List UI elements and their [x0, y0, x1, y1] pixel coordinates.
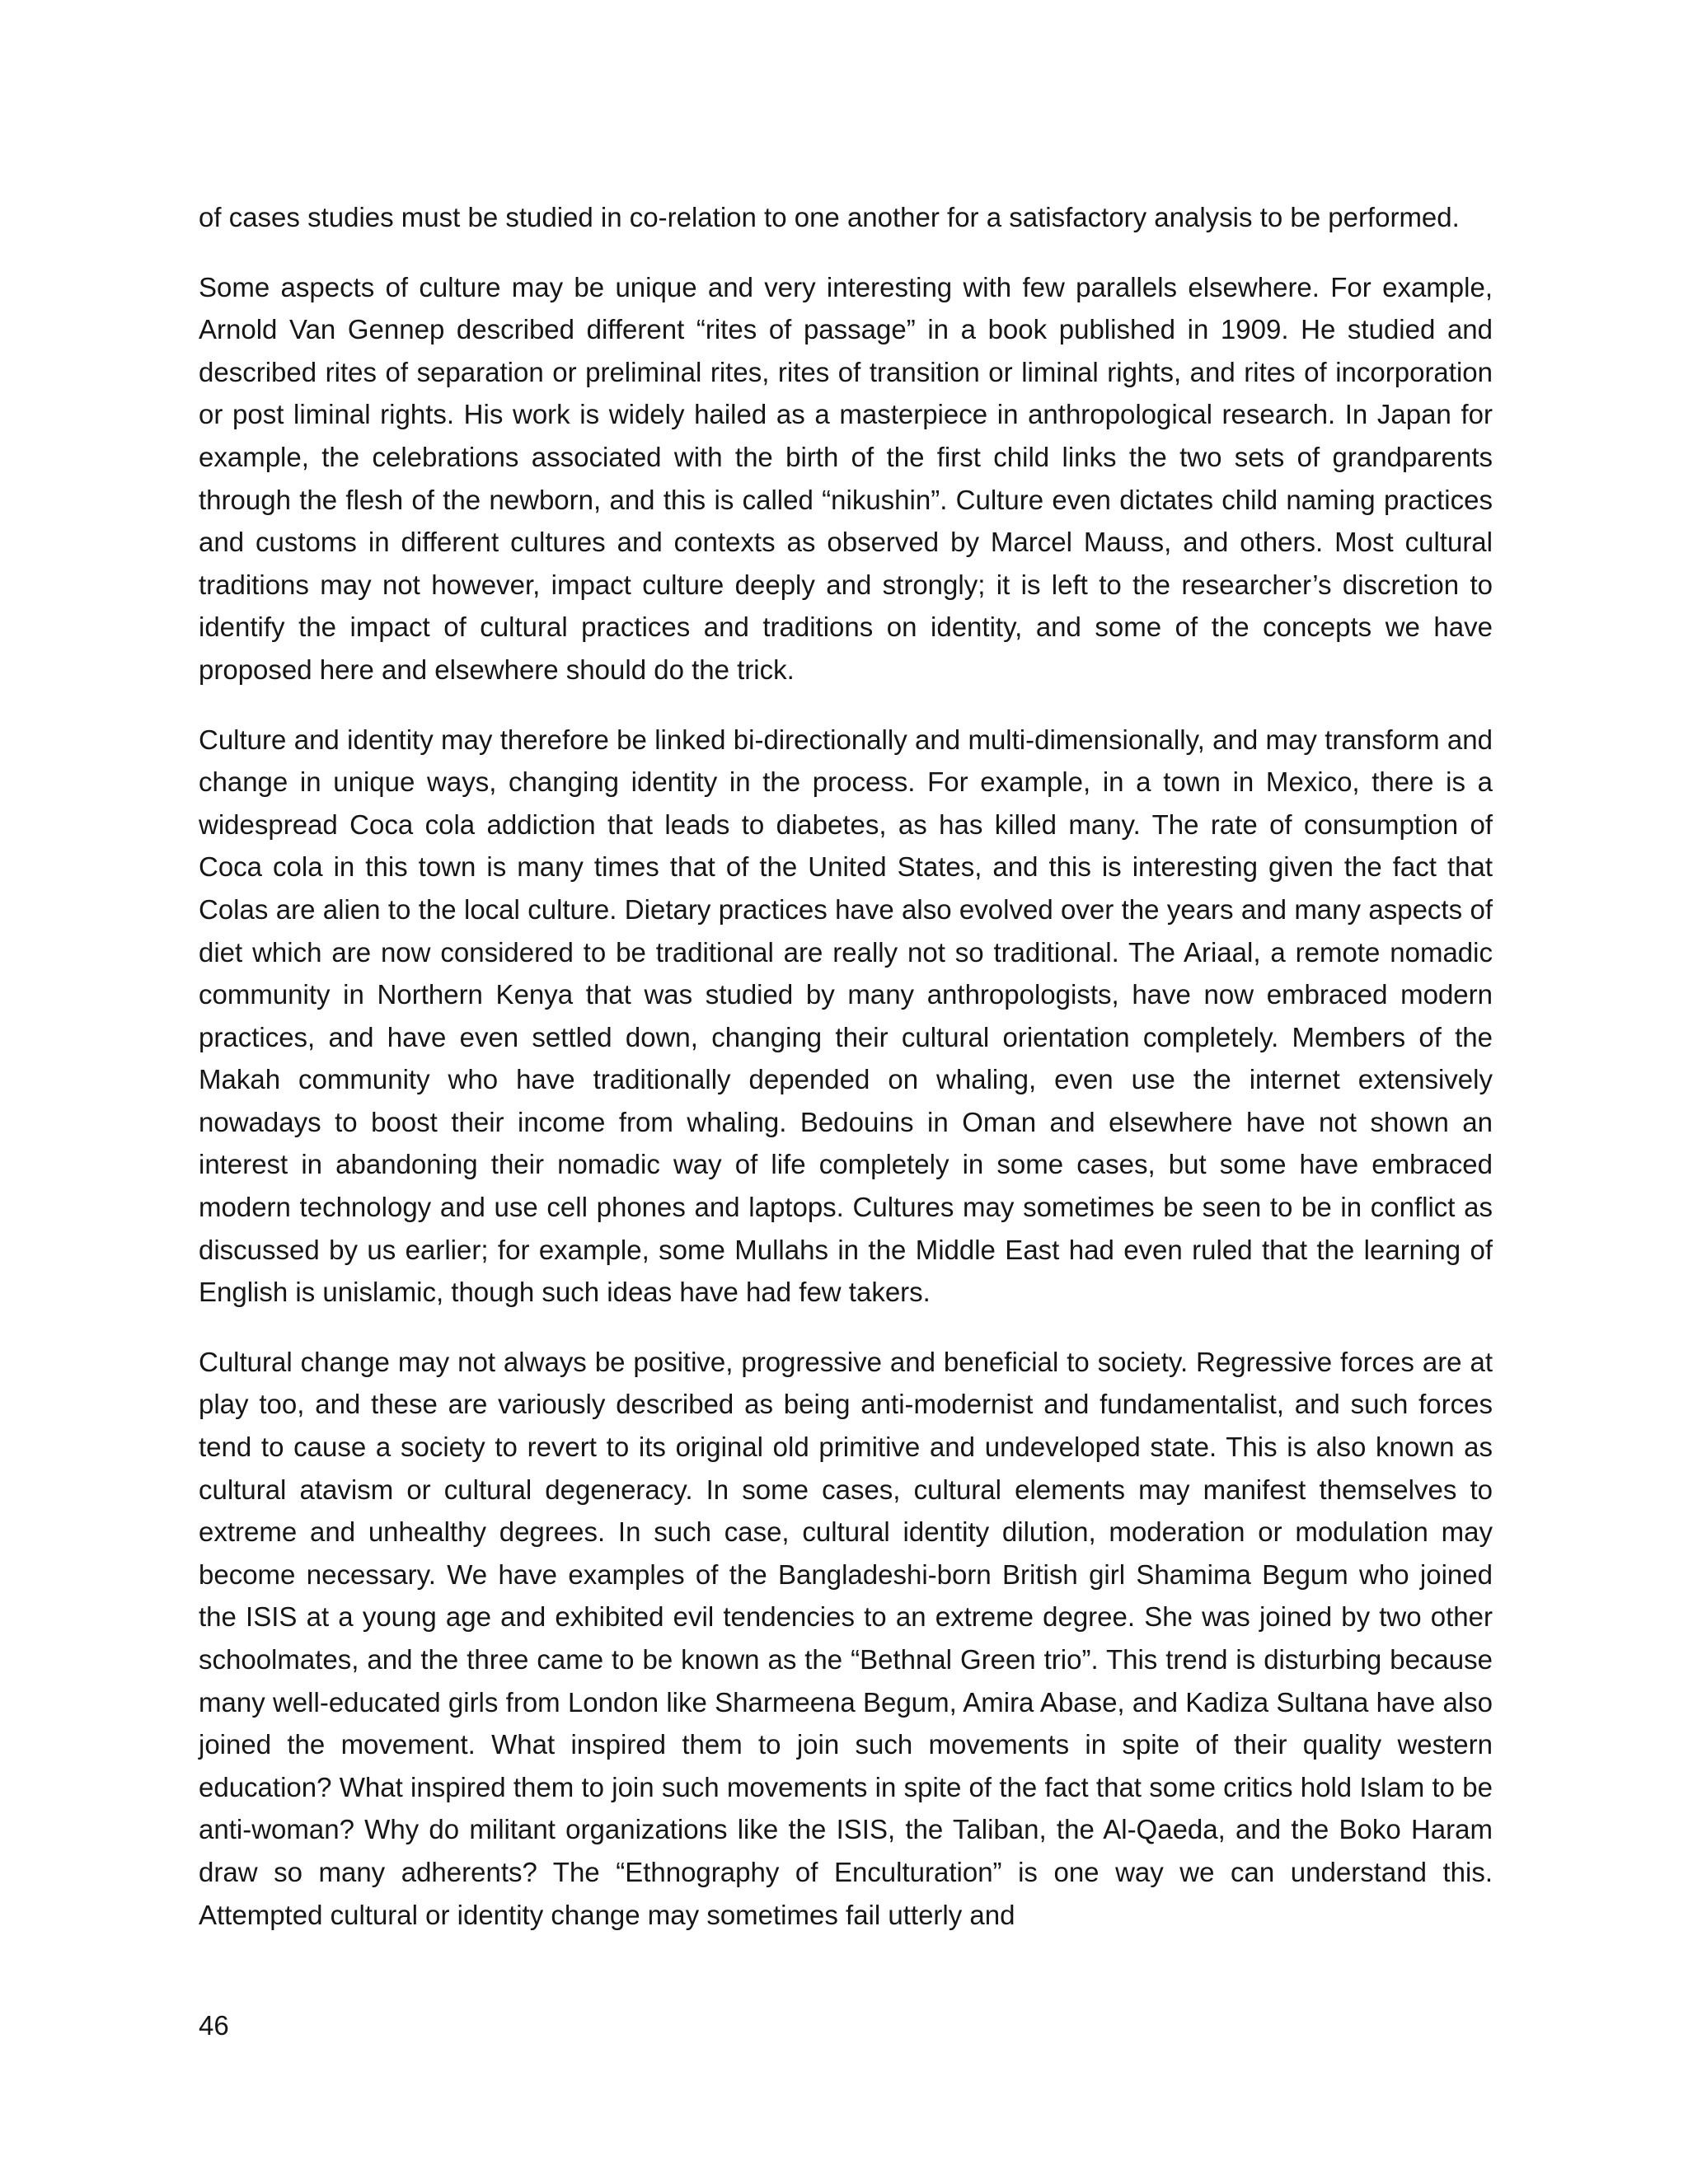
paragraph-continuation: of cases studies must be studied in co-relation to one another for a satisfactory analysis to be performed.: [199, 202, 1460, 232]
page-number: 46: [199, 2010, 229, 2041]
paragraph-rites-of-passage: Some aspects of culture may be unique and very interesting with few parallels elsewhere. For example, Arnold Van Gennep described different “rites of passage” in a book published in 1909. He studied and described rites of separation or preliminal rites, rites of transition or liminal rights, and rites of incorporation or post liminal rights. His work is widely hailed as a masterpiece in anthropological research. In Japan for example, the celebrations associated with the birth of the first child links the two sets of grandparents through the flesh of the newborn, and this is called “nikushin”. Culture even dictates child naming practices and customs in different cultures and contexts as observed by Marcel Mauss, and others. Most cultural traditions may not however, impact culture deeply and strongly; it is left to the researcher’s discretion to identify the impact of cultural practices and traditions on identity, and some of the concepts we have proposed here and elsewhere should do the trick.: [199, 271, 1493, 685]
paragraph-cultural-regression: Cultural change may not always be positive, progressive and beneficial to society. Regressive forces are at play too, and these are variously described as being anti-modernist and fundamentalist, and such forces tend to cause a society to revert to its original old primitive and undeveloped state. This is also known as cultural atavism or cultural degeneracy. In some cases, cultural elements may manifest themselves to extreme and unhealthy degrees. In such case, cultural identity dilution, moderation or modulation may become necessary. We have examples of the Bangladeshi-born British girl Shamima Begum who joined the ISIS at a young age and exhibited evil tendencies to an extreme degree. She was joined by two other schoolmates, and the three came to be known as the “Bethnal Green trio”. This trend is disturbing because many well-educated girls from London like Sharmeena Begum, Amira Abase, and Kadiza Sultana have also joined the movement. What inspired them to join such movements in spite of their quality western education? What inspired them to join such movements in spite of the fact that some critics hold Islam to be anti-woman? Why do militant organizations like the ISIS, the Taliban, the Al-Qaeda, and the Boko Haram draw so many adherents? The “Ethnography of Enculturation” is one way we can understand this. Attempted cultural or identity change may sometimes fail utterly and: [199, 1346, 1493, 1930]
paragraph-culture-identity-change: Culture and identity may therefore be linked bi-directionally and multi-dimensionally, and may transform and change in unique ways, changing identity in the process. For example, in a town in Mexico, there is a widespread Coca cola addiction that leads to diabetes, as has killed many. The rate of consumption of Coca cola in this town is many times that of the United States, and this is interesting given the fact that Colas are alien to the local culture. Dietary practices have also evolved over the years and many aspects of diet which are now considered to be traditional are really not so traditional. The Ariaal, a remote nomadic community in Northern Kenya that was studied by many anthropologists, have now embraced modern practices, and have even settled down, changing their cultural orientation completely. Members of the Makah community who have traditionally depended on whaling, even use the internet extensively nowadays to boost their income from whaling. Bedouins in Oman and elsewhere have not shown an interest in abandoning their nomadic way of life completely in some cases, but some have embraced modern technology and use cell phones and laptops. Cultures may sometimes be seen to be in conflict as discussed by us earlier; for example, some Mullahs in the Middle East had even ruled that the learning of English is unislamic, though such ideas have had few takers.: [199, 724, 1493, 1308]
body-text: [199, 196, 1493, 1963]
